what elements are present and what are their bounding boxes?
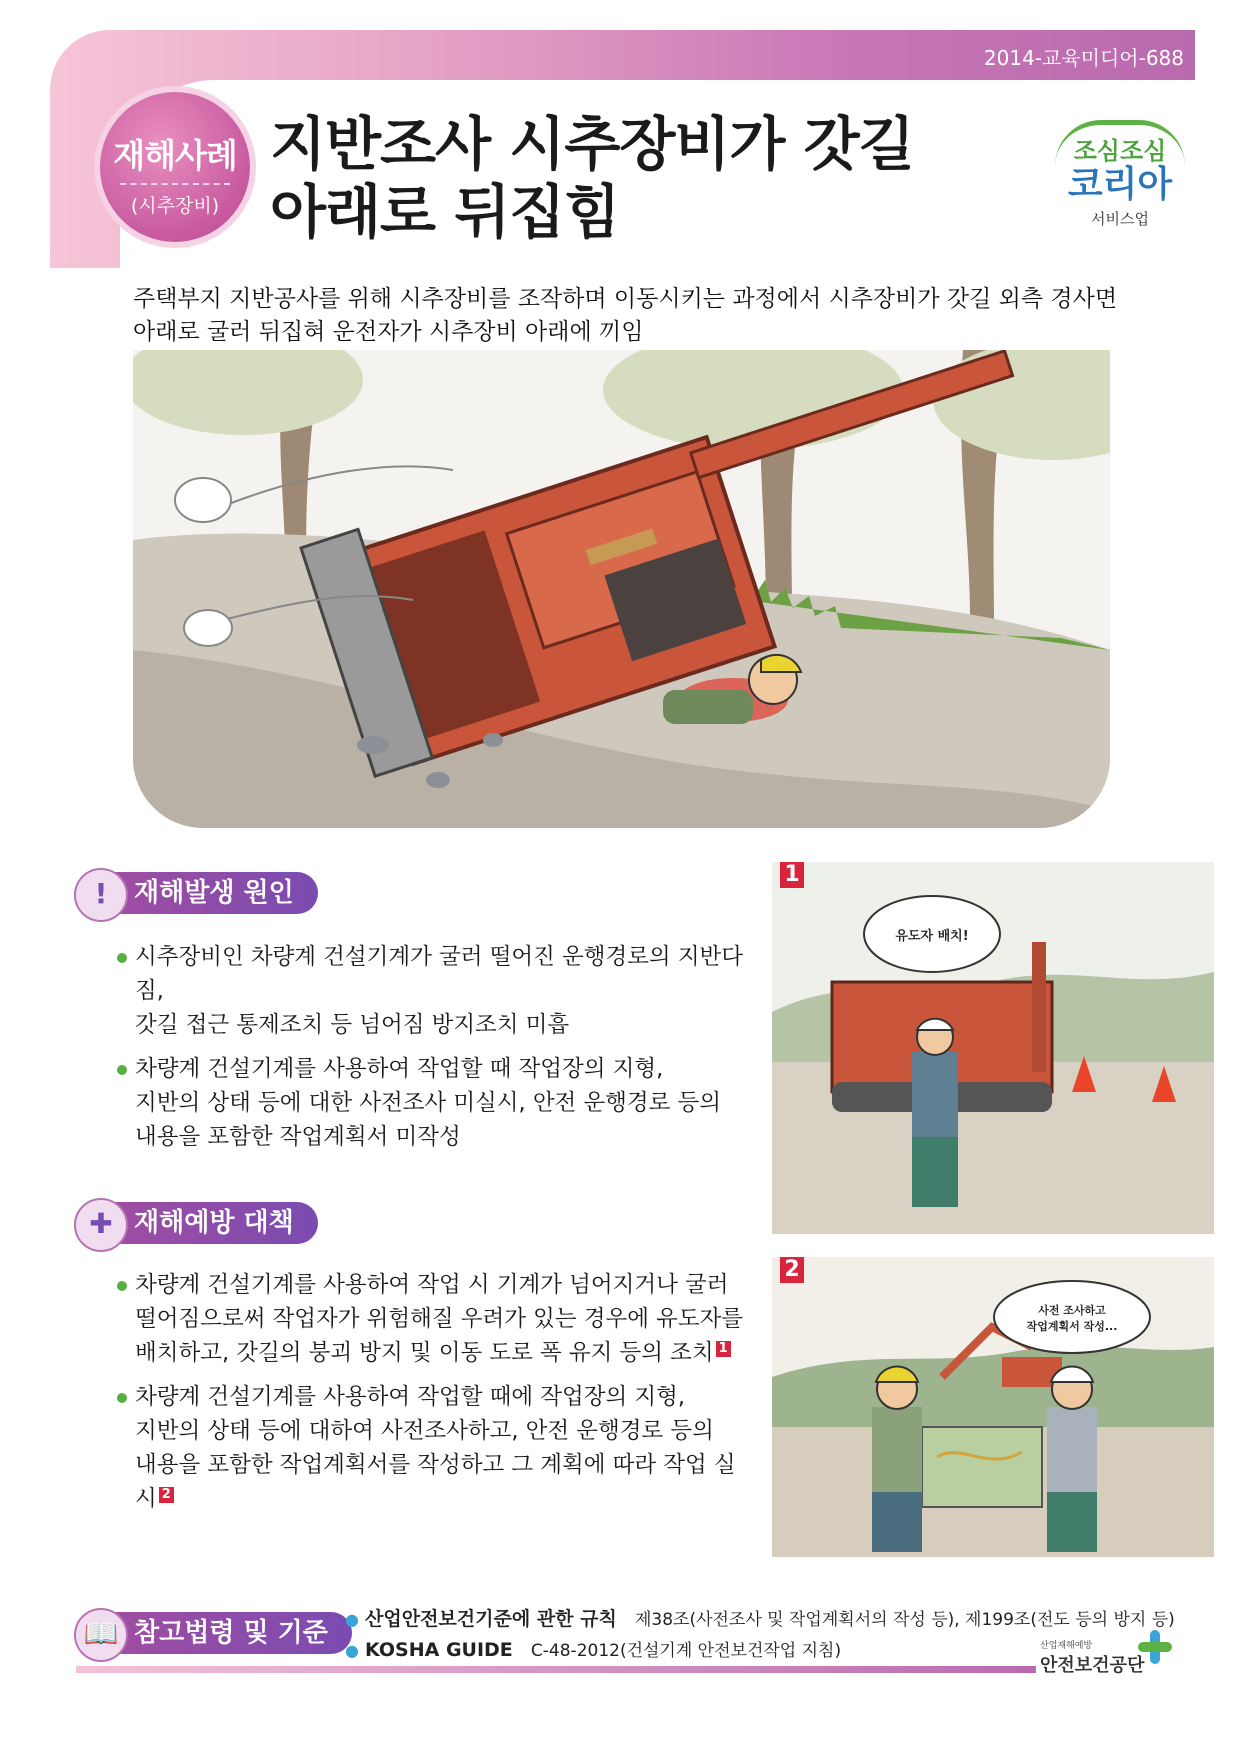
summary-line-2: 아래로 굴러 뒤집혀 운전자가 시추장비 아래에 끼임	[133, 319, 644, 345]
work-plan-review-image	[772, 1257, 1214, 1557]
accident-illustration	[133, 350, 1110, 828]
cause-item-1-line-2: 갓길 접근 통제조치 등 넘어짐 방지조치 미흡	[135, 1012, 570, 1038]
prevention-item-2-line-3-text: 내용을 포함한 작업계획서를 작성하고 그 계획에 따라 작업 실시	[135, 1452, 736, 1512]
puzzle-icon: ✚	[74, 1198, 128, 1252]
overturned-drill-rig-image	[133, 350, 1110, 828]
reference-heading-label: 참고법령 및 기준	[134, 1618, 328, 1648]
panel-2-speech-line-2: 작업계획서 작성...	[1026, 1320, 1118, 1333]
cause-item	[117, 940, 757, 1042]
badge-sublabel: (시추장비)	[130, 195, 220, 217]
cause-heading-label: 재해발생 원인	[134, 878, 294, 908]
badge-label: 재해사례	[113, 136, 237, 175]
campaign-logo	[1055, 120, 1185, 229]
cause-item	[117, 1052, 757, 1154]
kosha-logo	[1040, 1638, 1170, 1677]
panel-1-illustration	[772, 862, 1214, 1234]
cause-item-2-line-3: 내용을 포함한 작업계획서 미작성	[135, 1124, 461, 1150]
logo-arc-text: 조심조심	[1055, 120, 1185, 166]
guide-placement-image	[772, 862, 1214, 1234]
badge-divider	[120, 183, 230, 185]
guide-title: KOSHA GUIDE	[365, 1639, 513, 1661]
kosha-name: 안전보건공단	[1040, 1655, 1145, 1676]
prevention-item	[117, 1268, 757, 1370]
bullet-dot	[117, 1281, 127, 1291]
cause-item-1-line-1: 시추장비인 차량계 건설기계가 굴러 떨어진 운행경로의 지반다짐,	[135, 944, 744, 1004]
prevention-item-1-line-3	[135, 1336, 757, 1370]
kosha-small-label: 산업재해예방	[1040, 1641, 1093, 1651]
panel-number-1: 1	[780, 862, 804, 888]
cause-heading	[80, 872, 318, 914]
book-icon: 📖	[74, 1608, 128, 1662]
prevention-item-2-line-2: 지반의 상태 등에 대하여 사전조사하고, 안전 운행경로 등의	[135, 1418, 714, 1444]
guide-detail: C-48-2012(건설기계 안전보건작업 지침)	[530, 1641, 842, 1661]
reference-marker-2: 2	[159, 1487, 174, 1503]
incident-summary	[133, 283, 1133, 349]
panel-1-speech-bubble: 유도자 배치!	[895, 929, 969, 944]
logo-main-text: 코리아	[1067, 164, 1173, 205]
reference-heading	[80, 1612, 352, 1654]
law-detail: 제38조(사전조사 및 작업계획서의 작성 등), 제199조(전도 등의 방지 등)	[634, 1610, 1175, 1630]
summary-line-1: 주택부지 지반공사를 위해 시추장비를 조작하며 이동시키는 과정에서 시추장비가 갓길 외측 경사면	[133, 286, 1118, 312]
prevention-item-2-line-3	[135, 1448, 757, 1516]
prevention-heading	[80, 1202, 318, 1244]
category-badge	[100, 92, 250, 242]
reference-marker-1: 1	[716, 1341, 731, 1357]
prevention-item-1-line-2: 떨어짐으로써 작업자가 위험해질 우려가 있는 경우에 유도자를	[135, 1306, 744, 1332]
bullet-dot: ●	[345, 1641, 359, 1660]
prevention-item-2-line-1: 차량계 건설기계를 사용하여 작업할 때에 작업장의 지형,	[135, 1384, 685, 1410]
kosha-cross-icon	[1138, 1630, 1172, 1664]
prevention-item-1-line-3-text: 배치하고, 갓길의 붕괴 방지 및 이동 도로 폭 유지 등의 조치	[135, 1340, 714, 1366]
panel-number-2: 2	[780, 1257, 804, 1283]
cause-item-2-line-1: 차량계 건설기계를 사용하여 작업할 때 작업장의 지형,	[135, 1056, 664, 1082]
prevention-list	[117, 1268, 757, 1526]
panel-2-speech-line-1: 사전 조사하고	[1038, 1304, 1106, 1317]
title-line-2: 아래로 뒤집힘	[270, 178, 620, 246]
bullet-dot: ●	[345, 1610, 359, 1629]
cause-item-2-line-2: 지반의 상태 등에 대한 사전조사 미실시, 안전 운행경로 등의	[135, 1090, 722, 1116]
document-code: 2014-교육미디어-688	[983, 46, 1184, 70]
title-line-1: 지반조사 시추장비가 갓길	[270, 110, 914, 178]
logo-sub-text: 서비스업	[1091, 210, 1149, 228]
bullet-dot	[117, 953, 127, 963]
page-title	[270, 110, 914, 246]
panel-2-illustration	[772, 1257, 1214, 1557]
footer-bar	[76, 1666, 1036, 1673]
reference-item-law	[345, 1604, 1205, 1635]
prevention-heading-label: 재해예방 대책	[134, 1208, 294, 1238]
exclamation-icon: !	[74, 868, 128, 922]
prevention-item-1-line-1: 차량계 건설기계를 사용하여 작업 시 기계가 넘어지거나 굴러	[135, 1272, 729, 1298]
law-title: 산업안전보건기준에 관한 규칙	[365, 1608, 617, 1630]
bullet-dot	[117, 1065, 127, 1075]
bullet-dot	[117, 1393, 127, 1403]
cause-list	[117, 940, 757, 1164]
prevention-item	[117, 1380, 757, 1516]
